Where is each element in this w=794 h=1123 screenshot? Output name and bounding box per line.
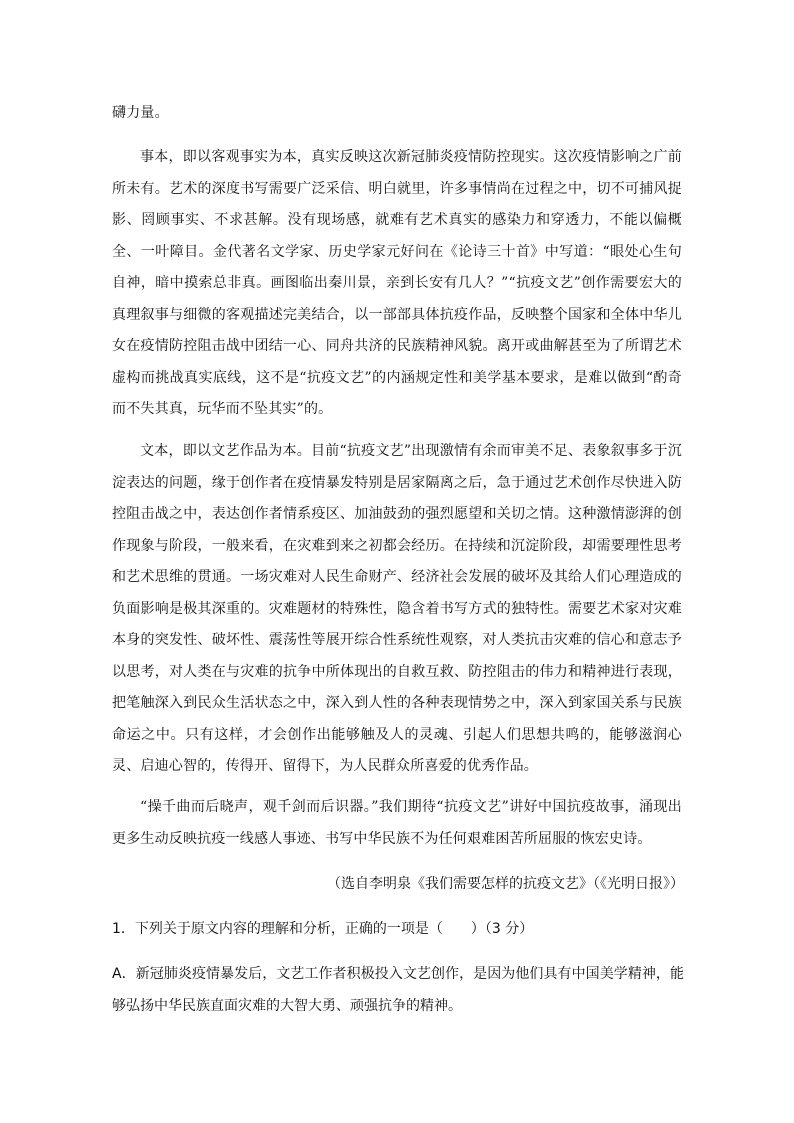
article-paragraph-wenben: 文本，即以文艺作品为本。目前“抗疫文艺”出现激情有余而审美不足、表象叙事多于沉淀表达的问题，缘于创作者在疫情暴发特别是居家隔离之后，急于通过艺术创作尽快进入防控阻击战之中，表达创作者情系疫区、加油鼓劲的强烈愿望和关切之情。这种激情澎湃的创作现象与阶段，一般来看，在灾难到来之初都会经历。在持续和沉淀阶段，却需要理性思考和艺术思维的贯通。一场灾难对人民生命财产、经济社会发展的破坏及其给人们心理造成的负面影响是极其深重的。灾难题材的特殊性，隐含着书写方式的独特性。需要艺术家对灾难本身的突发性、破坏性、震荡性等展开综合性系统性观察，对人类抗击灾难的信心和意志予以思考，对人类在与灾难的抗争中所体现出的自救互救、防控阻击的伟力和精神进行表现，把笔触深入到民众生活状态之中，深入到人性的各种表现情势之中，深入到家国关系与民族命运之中。只有这样，才会创作出能够触及人的灵魂、引起人们思想共鸣的，能够滋润心灵、启迪心智的，传得开、留得下，为人民群众所喜爱的优秀作品。: [112, 443, 682, 774]
article-source-citation: （选自李明泉《我们需要怎样的抗疫文艺》（《光明日报》）: [327, 876, 684, 892]
article-paragraph-continuation: 礴力量。: [112, 105, 169, 121]
question-option-a: A．新冠肺炎疫情暴发后，文艺工作者积极投入文艺创作，是因为他们具有中国美学精神，能够弘扬中华民族直面灾难的大智大勇、顽强抗争的精神。: [112, 966, 684, 1014]
article-paragraph-conclusion: “操千曲而后晓声，观千剑而后识器。”我们期待“抗疫文艺”讲好中国抗疫故事，涌现出更多生动反映抗疫一线感人事迹、书写中华民族不为任何艰难困苦所屈服的恢宏史诗。: [112, 799, 682, 847]
question-stem: 1．下列关于原文内容的理解和分析，正确的一项是（ ）（3 分）: [112, 921, 534, 937]
article-paragraph-shiben: 事本，即以客观事实为本，真实反映这次新冠肺炎疫情防控现实。这次疫情影响之广前所未有。艺术的深度书写需要广泛采信、明白就里，许多事情尚在过程之中，切不可捕风捉影、罔顾事实、不求甚解。没有现场感，就难有艺术真实的感染力和穿透力，不能以偏概全、一叶障目。金代著名文学家、历史学家元好问在《论诗三十首》中写道：“眼处心生句自神，暗中摸索总非真。画图临出秦川景，亲到长安有几人？”“抗疫文艺”创作需要宏大的真理叙事与细微的客观描述完美结合，以一部部具体抗疫作品，反映整个国家和全体中华儿女在疫情防控阻击战中团结一心、同舟共济的民族精神风貌。离开或曲解甚至为了所谓艺术虚构而挑战真实底线，这不是“抗疫文艺”的内涵规定性和美学基本要求，是难以做到“酌奇而不失其真，玩华而不坠其实”的。: [112, 149, 682, 417]
